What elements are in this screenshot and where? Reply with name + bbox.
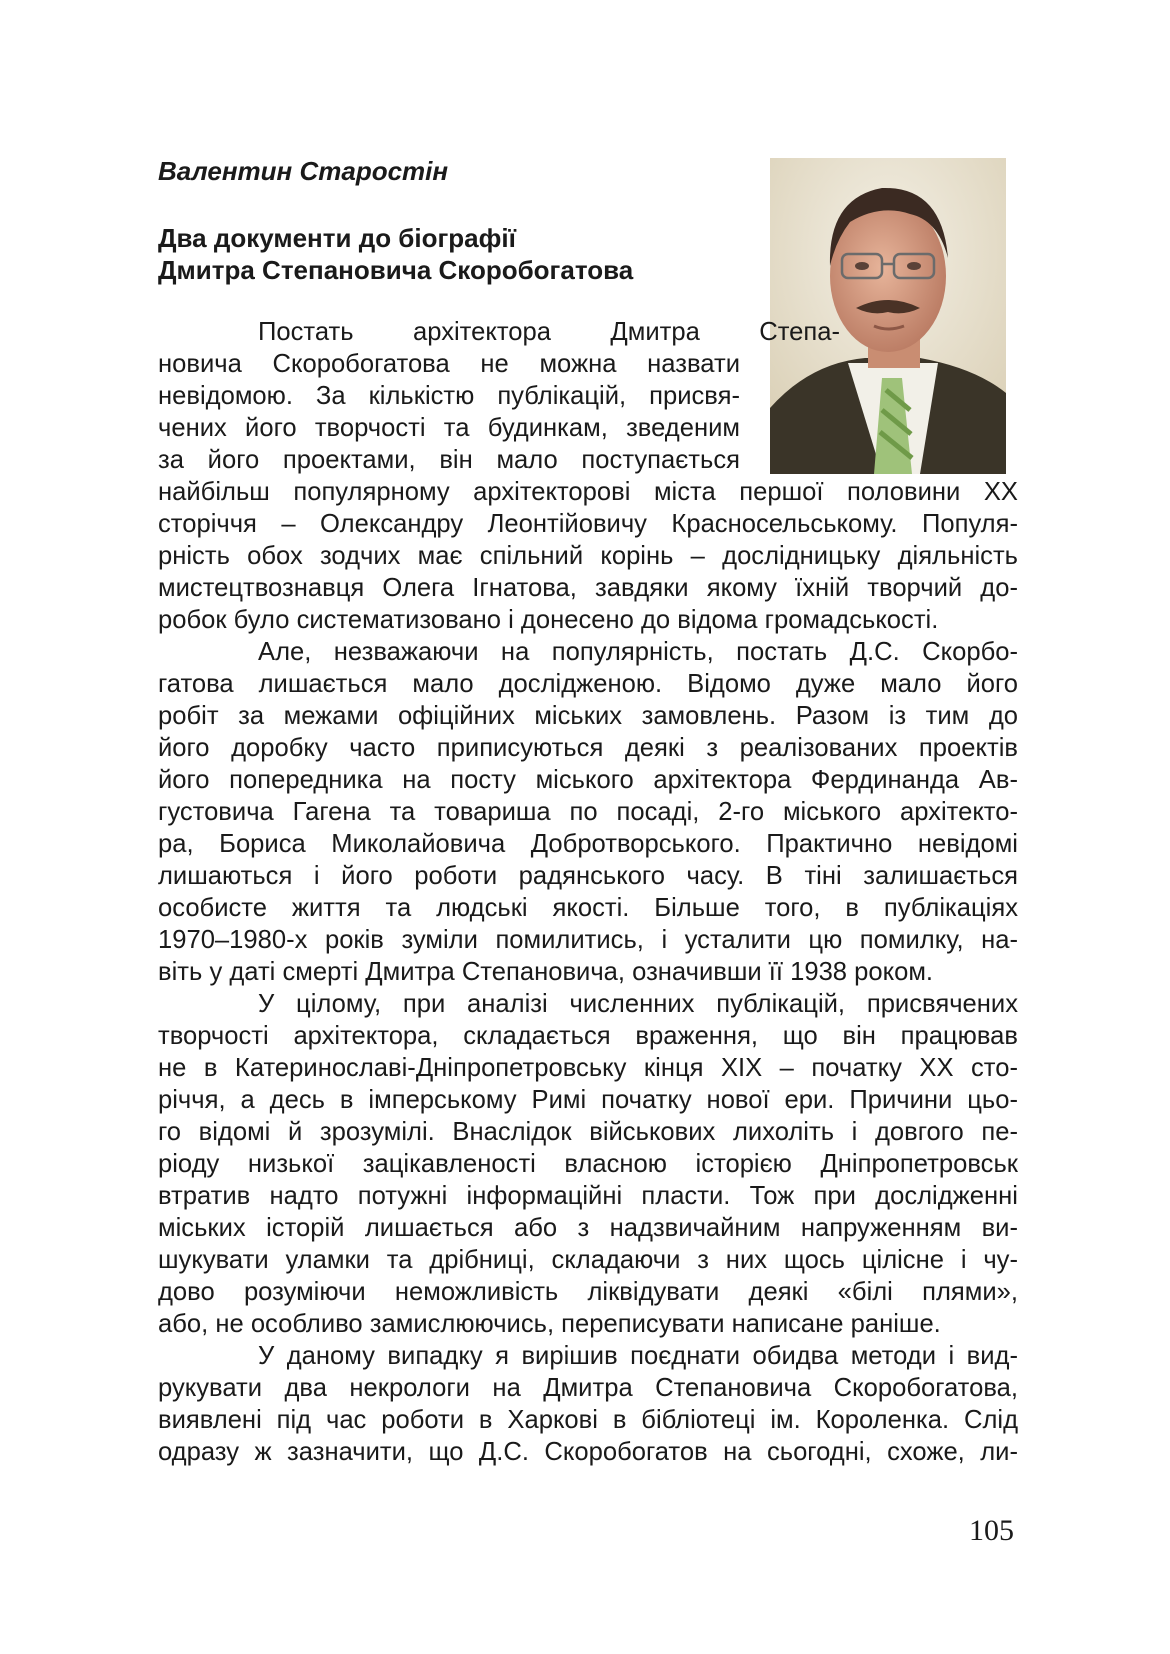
body-line: новича Скоробогатова не можна назвати — [158, 350, 740, 378]
body-line: У даному випадку я вирішив поєднати обидва методи і вид- — [258, 1342, 1018, 1370]
body-line: річчя, а десь в імперському Римі початку нової ери. Причини цьо- — [158, 1086, 1018, 1114]
body-line: віть у даті смерті Дмитра Степановича, означивши її 1938 роком. — [158, 958, 934, 986]
body-line: виявлені під час роботи в Харкові в бібліотеці ім. Короленка. Слід — [158, 1406, 1018, 1434]
body-line: ра, Бориса Миколайовича Добротворського. Практично невідомі — [158, 830, 1018, 858]
body-line: густовича Гагена та товариша по посаді, 2-го міського архітекто- — [158, 798, 1018, 826]
body-line: невідомою. За кількістю публікацій, присвя- — [158, 382, 740, 410]
body-line: міських історій лишається або з надзвичайним напруженням ви- — [158, 1214, 1018, 1242]
body-line: його попередника на посту міського архітектора Фердинанда Ав- — [158, 766, 1018, 794]
body-line: рукувати два некрологи на Дмитра Степановича Скоробогатова, — [158, 1374, 1018, 1402]
article-body — [158, 316, 1018, 1468]
body-line: рність обох зодчих має спільний корінь – дослідницьку діяльність — [158, 542, 1018, 570]
body-line: лишаються і його роботи радянського часу. В тіні залишається — [158, 862, 1018, 890]
body-line: дово розуміючи неможливість ліквідувати деякі «білі плями», — [158, 1278, 1018, 1306]
body-line: гатова лишається мало дослідженою. Відомо дуже мало його — [158, 670, 1018, 698]
body-line: сторіччя – Олександру Леонтійовичу Красносельському. Популя- — [158, 510, 1018, 538]
body-line: особисте життя та людські якості. Більше того, в публікаціях — [158, 894, 1018, 922]
body-line: чених його творчості та будинкам, зведеним — [158, 414, 740, 442]
body-line: або, не особливо замислюючись, переписувати написане раніше. — [158, 1310, 941, 1338]
body-line: втратив надто потужні інформаційні пласти. Тож при дослідженні — [158, 1182, 1018, 1210]
author-name: Валентин Старостін — [158, 156, 449, 186]
article-title — [158, 222, 718, 286]
body-line: його доробку часто приписуються деякі з реалізованих проектів — [158, 734, 1018, 762]
article-title-line-2: Дмитра Степановича Скоробогатова — [158, 255, 634, 285]
body-line: робок було систематизовано і донесено до відома громадськості. — [158, 606, 939, 634]
body-line: ріоду низької зацікавленості власною історією Дніпропетровськ — [158, 1150, 1018, 1178]
body-line: одразу ж зазначити, що Д.С. Скоробогатов на сьогодні, схоже, ли- — [158, 1438, 1018, 1466]
body-line: У цілому, при аналізі численних публікацій, присвячених — [258, 990, 1018, 1018]
article-title-line-1: Два документи до біографії — [158, 223, 516, 253]
body-line: шукувати уламки та дрібниці, складаючи з них щось цілісне і чу- — [158, 1246, 1018, 1274]
body-line: не в Катеринославі-Дніпропетровську кінця XIX – початку XX сто- — [158, 1054, 1018, 1082]
body-line: робіт за межами офіційних міських замовлень. Разом із тим до — [158, 702, 1018, 730]
body-line: 1970–1980-х років зуміли помилитись, і усталити цю помилку, на- — [158, 926, 1018, 954]
body-line: творчості архітектора, складається враження, що він працював — [158, 1022, 1018, 1050]
body-line: за його проектами, він мало поступається — [158, 446, 740, 474]
body-line: мистецтвознавця Олега Ігнатова, завдяки якому їхній творчий до- — [158, 574, 1018, 602]
body-line: Але, незважаючи на популярність, постать Д.С. Скорбо- — [258, 638, 1018, 666]
page-number: 105 — [969, 1514, 1014, 1547]
body-line: Постать архітектора Дмитра Степа- — [258, 318, 840, 346]
body-line: найбільш популярному архітекторові міста першої половини XX — [158, 478, 1018, 506]
body-line: го відомі й зрозумілі. Внаслідок військових лихоліть і довгого пе- — [158, 1118, 1018, 1146]
